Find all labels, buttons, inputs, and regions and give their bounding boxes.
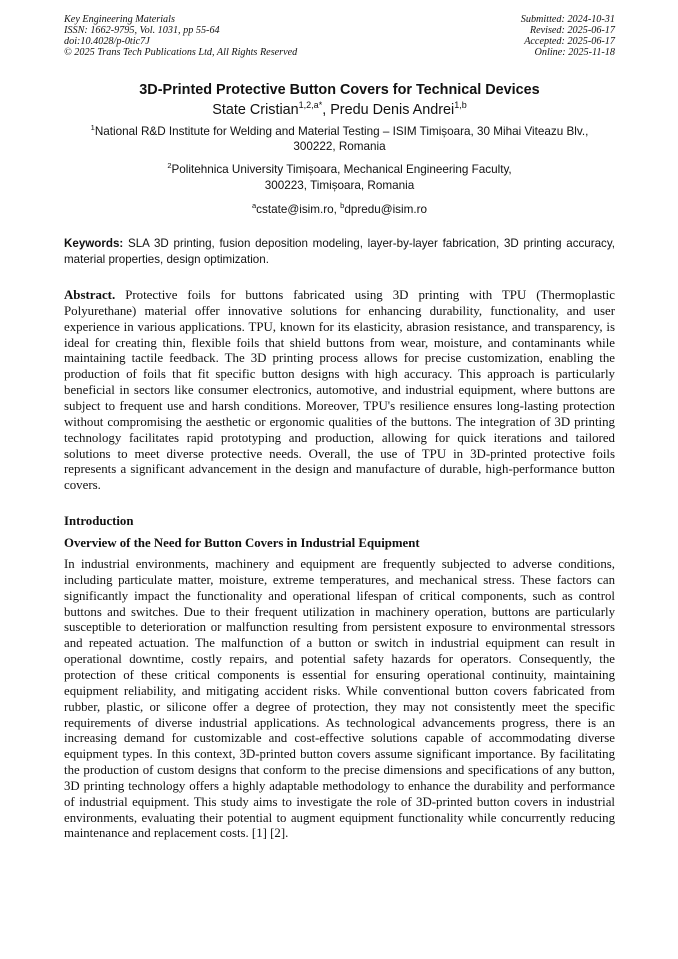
affiliation-text: Politehnica University Timișoara, Mechanical Engineering Faculty, <box>171 163 512 177</box>
date-revised: Revised: 2025-06-17 <box>529 24 615 36</box>
email-link[interactable]: cstate@isim.ro <box>256 202 334 216</box>
paper-title: 3D-Printed Protective Button Covers for Technical Devices <box>139 81 540 98</box>
email-marker: b <box>340 200 345 210</box>
date-submitted: Submitted: 2024-10-31 <box>520 14 615 25</box>
email-link[interactable]: dpredu@isim.ro <box>344 202 427 216</box>
email-marker: a <box>252 200 257 210</box>
introduction-paragraph: In industrial environments, machinery and equipment are frequently subjected to adverse conditions, including particulate matter, moisture, extreme temperatures, and mechanical stress. These factors can significantly impact the functionality and operational lifespan of critical components, such as control buttons and switches. Due to their frequent utilization in machinery operation, buttons are particularly susceptible to deterioration or malfunction resulting from persistent exposure to environmental stressors and repeated actuation. The malfunction of a button or switch in industrial equipment can result in operational downtime, costly repairs, and potential safety hazards for operators. Consequently, the protection of these critical components is essential for ensuring operational continuity, maintaining equipment reliability, and mitigating accident risks. While conventional button covers fabricated from rubber, plastic, or silicone offer a degree of protection, they may not consistently meet the specific requirements of diverse industrial applications. As technological advancements progress, there is an increasing demand for customizable and cost-effective solutions capable of accommodating diverse equipment types. In this context, 3D-printed button covers assume significant importance. By facilitating the production of custom designs that conform to the precise dimensions and specifications of any button, 3D printing technology offers a highly adaptable methodology to enhance the durability and performance of industrial equipment. This study aims to investigate the role of 3D-printed button covers in industrial environments, evaluating their potential to augment equipment functionality while concurrently reducing maintenance and replacement costs. [1] [2]. <box>64 557 615 841</box>
author-name: Predu Denis Andrei <box>330 101 455 118</box>
keywords-label: Keywords: <box>64 237 124 251</box>
affiliation-text: 300223, Timișoara, Romania <box>264 178 415 192</box>
keywords-section <box>64 236 615 268</box>
subsection-heading: Overview of the Need for Button Covers in Industrial Equipment <box>64 536 420 551</box>
journal-info <box>64 15 297 59</box>
affiliation-1 <box>64 124 615 155</box>
abstract-text: Protective foils for buttons fabricated using 3D printing with TPU (Thermoplastic Polyurethane) material offer innovative solutions for enhancing durability, functionality, and user experience in various applications. TPU, known for its elasticity, abrasion resistance, and transparency, is ideal for creating thin, flexible foils that shield buttons from wear, moisture, and contaminants while maintaining tactile feedback. The 3D printing process allows for precise customization, enabling the production of foils that fit specific button designs with high accuracy. This approach is particularly beneficial in sectors like consumer electronics, automotive, and industrial equipment, where buttons are subject to frequent use and harsh conditions. Moreover, TPU's resilience ensures long-lasting protection without compromising the aesthetic or ergonomic qualities of the buttons. The integration of 3D printing technology facilitates rapid prototyping and production, allowing for quick iterations and tailored solutions to meet diverse protective needs. Overall, the use of TPU in 3D-printed protective foils represents a significant advancement in the design and manufacture of durable, high-performance button covers. <box>64 288 615 493</box>
affiliation-2 <box>64 162 615 193</box>
abstract-label: Abstract. <box>64 288 116 303</box>
author-affiliation-marker: 1,2,a* <box>298 99 323 110</box>
author-emails <box>64 202 615 217</box>
date-online: Online: 2025-11-18 <box>534 46 615 58</box>
keywords-text: SLA 3D printing, fusion deposition modeling, layer-by-layer fabrication, 3D printing accuracy, material properties, design optimization. <box>64 237 615 267</box>
email-separator: , <box>333 202 341 216</box>
publication-dates <box>521 15 615 59</box>
affiliation-text: 300222, Romania <box>293 139 386 153</box>
journal-doi: doi:10.4028/p-0tic7J <box>64 35 150 47</box>
affiliation-marker: 1 <box>90 122 95 132</box>
author-separator: , <box>322 101 331 118</box>
author-name: State Cristian <box>212 101 299 118</box>
paper-page <box>64 15 615 842</box>
author-list <box>64 101 615 119</box>
affiliation-marker: 2 <box>167 161 172 171</box>
journal-issn: ISSN: 1662-9795, Vol. 1031, pp 55-64 <box>64 24 220 36</box>
abstract-section <box>64 288 615 494</box>
journal-header <box>64 15 615 59</box>
author-affiliation-marker: 1,b <box>454 99 467 110</box>
journal-name: Key Engineering Materials <box>64 14 175 25</box>
affiliation-text: National R&D Institute for Welding and Material Testing – ISIM Timișoara, 30 Mihai Viteazu Blv., <box>94 124 589 138</box>
date-accepted: Accepted: 2025-06-17 <box>524 35 615 47</box>
section-heading-introduction: Introduction <box>64 514 134 529</box>
journal-copyright: © 2025 Trans Tech Publications Ltd, All Rights Reserved <box>64 46 298 58</box>
